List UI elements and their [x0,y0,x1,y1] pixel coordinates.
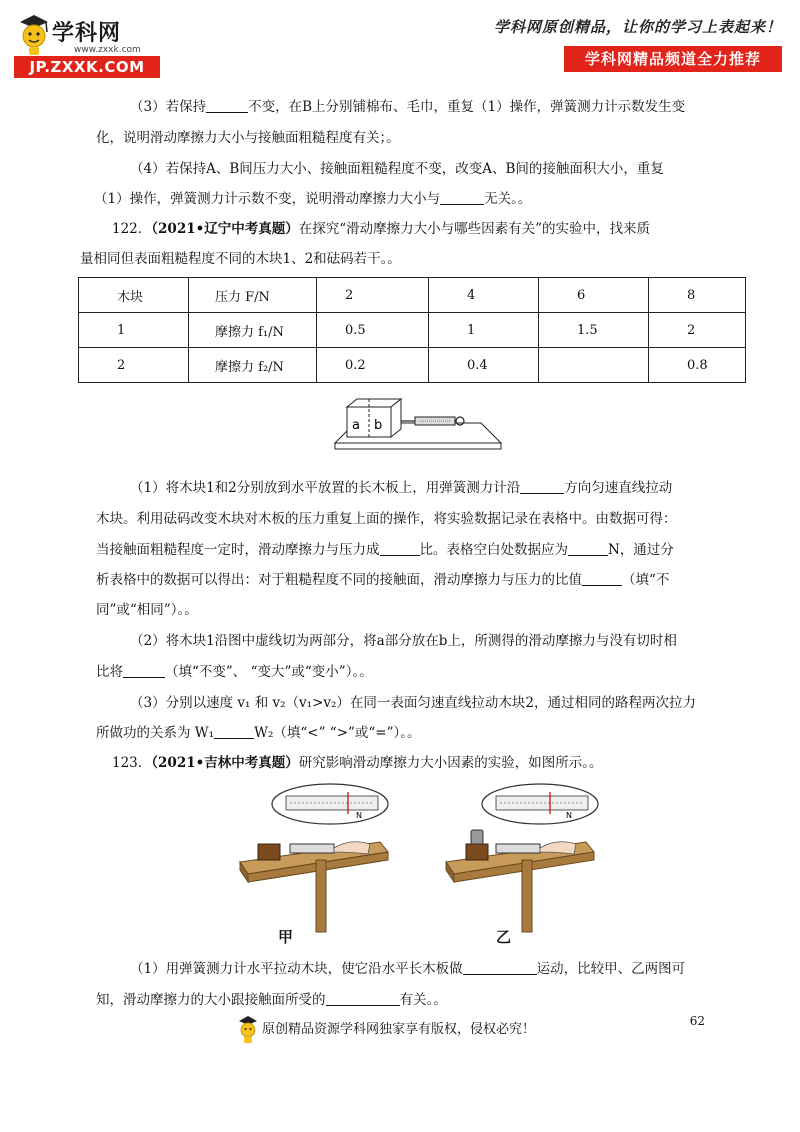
answer-blank [326,993,400,1007]
text-line: 知，滑动摩擦力的大小跟接触面所受的 有关。。 [96,992,447,1008]
text-line: （1）操作，弹簧测力计示数不变，说明滑动摩擦力大小与 无关。。 [94,191,532,207]
table-cell: 压力 F/N [189,278,317,313]
data-table [78,277,746,383]
block-spring-figure [333,393,503,457]
page-number: 62 [689,1014,705,1028]
table-cell: 摩擦力 f₂/N [189,348,317,383]
mascot-icon [16,12,52,56]
figure-label-jia: 甲 [278,928,294,946]
table-cell: 1 [429,313,539,348]
figure-label-yi: 乙 [496,928,512,946]
text-line: 木块。利用砝码改变木块对木板的压力重复上面的操作，将实验数据记录在表格中。由数据可得： [96,511,677,527]
table-cell: 4 [429,278,539,313]
table-cell: 1.5 [539,313,649,348]
logo-subtitle: www.zxxk.com [74,45,141,55]
unit-label: N [566,811,572,820]
answer-blank [520,481,564,495]
answer-blank [568,543,608,557]
text-line: 同”或“相同”）。。 [96,602,198,618]
table-row [79,278,746,313]
text-line: 所做功的关系为 W₁ W₂（填“<” “>”或“=”）。。 [96,725,421,741]
experiment-figure [230,782,600,942]
table-cell: 2 [317,278,429,313]
header-badge: 学科网精品频道全力推荐 [564,46,782,72]
table-cell: 摩擦力 f₁/N [189,313,317,348]
label-a: a [352,418,360,433]
header-slogan: 学科网原创精品，让你的学习上表起来！ [493,18,782,36]
table-cell [539,348,649,383]
text-line: 化，说明滑动摩擦力大小与接触面粗糙程度有关；。 [96,130,400,146]
table-cell: 1 [79,313,189,348]
question-123-heading: 123．（2021•吉林中考真题）研究影响滑动摩擦力大小因素的实验，如图所示。。 [112,755,603,771]
text-line: （2）将木块1沿图中虚线切为两部分，将a部分放在b上，所测得的滑动摩擦力与没有切时相 [130,633,677,649]
table-cell: 6 [539,278,649,313]
text-line: （1）将木块1和2分别放到水平放置的长木板上，用弹簧测力计沿 方向匀速直线拉动 [130,480,673,496]
answer-blank [214,726,254,740]
unit-label: N [356,811,362,820]
table-cell: 8 [649,278,746,313]
answer-blank [123,665,165,679]
mascot-icon [236,1014,260,1044]
answer-blank [206,100,248,114]
copyright-notice: 原创精品资源学科网独家享有版权，侵权必究！ [262,1022,536,1037]
table-cell: 0.5 [317,313,429,348]
label-b: b [374,418,383,433]
text-line: 比将 （填“不变”、 “变大”或“变小”）。。 [96,664,373,680]
table-cell: 2 [79,348,189,383]
text-line: （3）若保持 不变，在B上分别铺棉布、毛巾，重复（1）操作，弹簧测力计示数发生变 [130,99,686,115]
text-line: 析表格中的数据可以得出：对于粗糙程度不同的接触面，滑动摩擦力与压力的比值 （填“不 [96,572,670,588]
logo-title: 学科网 [52,21,122,46]
answer-blank [440,192,484,206]
site-logo[interactable] [14,12,164,80]
table-cell: 0.2 [317,348,429,383]
answer-blank [582,573,622,587]
setup-left [240,784,388,932]
setup-right [446,784,598,932]
table-row [79,348,746,383]
text-line: （3）分别以速度 v₁ 和 v₂（v₁>v₂）在同一表面匀速直线拉动木块2，通过相同的路程两次拉力 [130,695,697,711]
table-cell: 0.8 [649,348,746,383]
table-cell: 木块 [79,278,189,313]
logo-url[interactable]: JP.ZXXK.COM [14,56,160,78]
table-row [79,313,746,348]
text-line: （1）用弹簧测力计水平拉动木块，使它沿水平长木板做 运动，比较甲、乙两图可 [130,961,686,977]
text-line: （4）若保持A、B间压力大小、接触面粗糙程度不变，改变A、B间的接触面积大小，重复 [130,161,664,177]
answer-blank [380,543,420,557]
question-122-heading: 122．（2021•辽宁中考真题）在探究“滑动摩擦力大小与哪些因素有关”的实验中，找来质 [112,221,651,237]
text-line: 量相同但表面粗糙程度不同的木块1、2和砝码若干。。 [80,251,401,267]
answer-blank [463,962,537,976]
table-cell: 2 [649,313,746,348]
text-line: 当接触面粗糙程度一定时，滑动摩擦力与压力成 比。表格空白处数据应为 N，通过分 [96,542,674,558]
table-cell: 0.4 [429,348,539,383]
